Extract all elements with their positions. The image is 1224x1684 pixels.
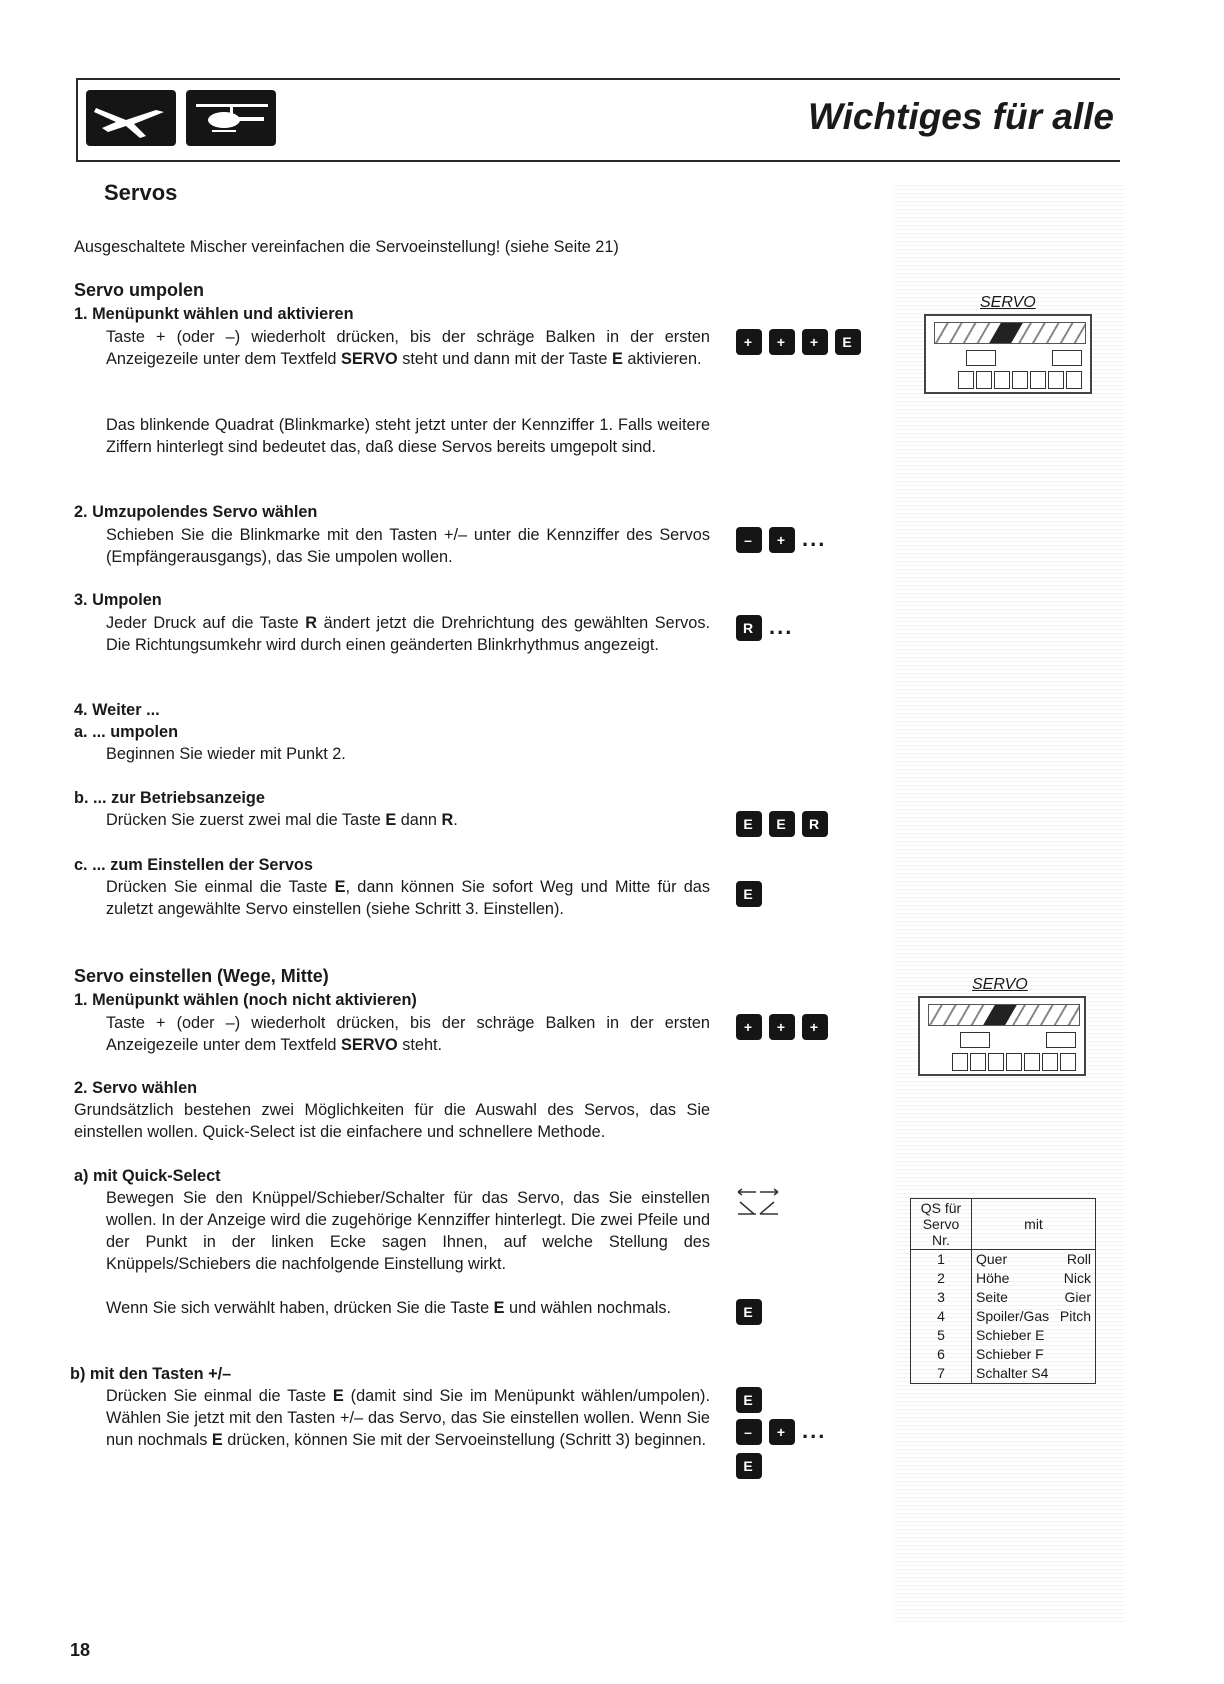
keys-plus-plus-plus-e bbox=[736, 328, 868, 355]
ellipsis: ... bbox=[802, 1418, 827, 1443]
keys-e bbox=[736, 880, 769, 907]
control-name: Schalter S4 bbox=[976, 1365, 1049, 1381]
heli-control-name: Pitch bbox=[1059, 1308, 1091, 1324]
servo-lcd-display bbox=[924, 314, 1092, 394]
minus-key-icon: – bbox=[736, 1419, 762, 1445]
table-row bbox=[911, 1326, 1096, 1345]
servo-nr: 6 bbox=[911, 1345, 972, 1364]
r-key-icon: R bbox=[802, 811, 828, 837]
keys-e-e-r bbox=[736, 810, 835, 837]
ellipsis: ... bbox=[802, 526, 827, 551]
umpolen-a-text: Beginnen Sie wieder mit Punkt 2. bbox=[106, 745, 346, 763]
einstellen-step2-title: 2. Servo wählen bbox=[74, 1079, 198, 1097]
plus-key-icon: + bbox=[769, 1419, 795, 1445]
umpolen-step2-title: 2. Umzupolendes Servo wählen bbox=[74, 503, 318, 521]
heli-control-name: Roll bbox=[1066, 1251, 1091, 1267]
airplane-icon bbox=[86, 90, 176, 146]
plus-key-icon: + bbox=[736, 1014, 762, 1040]
control-name: Schieber E bbox=[976, 1327, 1045, 1343]
umpolen-step3-title: 3. Umpolen bbox=[74, 591, 162, 609]
einstellen-step1-text: Taste + (oder –) wiederholt drücken, bis der schräge Balken in der ersten Anzeigezeile unter dem Textfeld SERVO steht. bbox=[106, 1014, 710, 1054]
servo-nr: 2 bbox=[911, 1269, 972, 1288]
lcd-caption: SERVO bbox=[972, 976, 1028, 993]
control-name: Seite bbox=[976, 1289, 1008, 1305]
servo-lcd-display bbox=[918, 996, 1086, 1076]
einstellen-step1-title: 1. Menüpunkt wählen (noch nicht aktivieren) bbox=[74, 991, 417, 1009]
page-number: 18 bbox=[70, 1640, 91, 1660]
keys-e bbox=[736, 1452, 769, 1479]
plus-key-icon: + bbox=[769, 527, 795, 553]
helicopter-icon bbox=[186, 90, 276, 146]
e-key-icon: E bbox=[769, 811, 795, 837]
quickselect-table bbox=[910, 1198, 1096, 1384]
servo-nr: 7 bbox=[911, 1364, 972, 1384]
umpolen-c-text: Drücken Sie einmal die Taste E, dann können Sie sofort Weg und Mitte für das zuletzt angewählte Servo einstellen (siehe Schritt 3. Einstellen). bbox=[106, 878, 710, 918]
plus-key-icon: + bbox=[802, 329, 828, 355]
keys-r bbox=[736, 614, 793, 641]
r-key-icon: R bbox=[736, 615, 762, 641]
table-row bbox=[911, 1364, 1096, 1384]
umpolen-a-title: a. ... umpolen bbox=[74, 723, 179, 741]
stick-arrows-icon bbox=[736, 1188, 780, 1225]
umpolen-step3-text: Jeder Druck auf die Taste R ändert jetzt die Drehrichtung des gewählten Servos. Die Richtungsumkehr wird durch einen geänderten Blinkrhythmus angezeigt. bbox=[106, 614, 710, 654]
heli-control-name: Nick bbox=[1063, 1270, 1091, 1286]
plus-key-icon: + bbox=[802, 1014, 828, 1040]
heli-control-name bbox=[1055, 1364, 1096, 1384]
table-row bbox=[911, 1288, 1096, 1307]
heli-control-name bbox=[1055, 1326, 1096, 1345]
tasten-text: Drücken Sie einmal die Taste E (damit sind Sie im Menüpunkt wählen/umpolen). Wählen Sie jetzt mit den Tasten +/– das Servo, das Sie einstellen wollen. Wenn Sie nun nochmals E drücken, können Sie mit der Servoeinstellung (Schritt 3) beginnen. bbox=[106, 1387, 710, 1449]
e-key-icon: E bbox=[736, 1453, 762, 1479]
ellipsis: ... bbox=[769, 614, 794, 639]
umpolen-heading: Servo umpolen bbox=[74, 280, 205, 300]
header-rule-top bbox=[76, 78, 1120, 80]
umpolen-step4-title: 4. Weiter ... bbox=[74, 701, 160, 719]
keys-plus-plus-plus bbox=[736, 1013, 835, 1040]
umpolen-step1-note: Das blinkende Quadrat (Blinkmarke) steht jetzt unter der Kennziffer 1. Falls weitere Ziffern hinterlegt sind bedeutet das, daß diese Servos bereits umgepolt sind. bbox=[106, 416, 710, 456]
keys-minus-plus bbox=[736, 1418, 826, 1445]
einstellen-step2-text: Grundsätzlich bestehen zwei Möglichkeiten für die Auswahl des Servos, das Sie einstellen wollen. Quick-Select ist die einfachere und schnellere Methode. bbox=[74, 1101, 710, 1141]
keys-e bbox=[736, 1386, 769, 1413]
heli-control-name bbox=[1055, 1345, 1096, 1364]
header-rule-bottom bbox=[76, 160, 1120, 162]
e-key-icon: E bbox=[736, 881, 762, 907]
servo-nr: 4 bbox=[911, 1307, 972, 1326]
tasten-title: b) mit den Tasten +/– bbox=[70, 1365, 232, 1383]
keys-minus-plus bbox=[736, 526, 826, 553]
umpolen-b-text: Drücken Sie zuerst zwei mal die Taste E dann R. bbox=[106, 811, 458, 829]
table-row bbox=[911, 1307, 1096, 1326]
umpolen-step1-title: 1. Menüpunkt wählen und aktivieren bbox=[74, 305, 354, 323]
quickselect-text: Bewegen Sie den Knüppel/Schieber/Schalter für das Servo, das Sie einstellen wollen. In der Anzeige wird die zugehörige Kennziffer hinterlegt. Die zwei Pfeile und der Punkt in der linken Ecke sagen Ihnen, auf welche Stellung des Knüppels/Schiebers die nachfolgende Einstellung wirkt. bbox=[106, 1189, 710, 1273]
minus-key-icon: – bbox=[736, 527, 762, 553]
control-name: Schieber F bbox=[976, 1346, 1044, 1362]
quickselect-title: a) mit Quick-Select bbox=[74, 1167, 221, 1185]
e-key-icon: E bbox=[835, 329, 861, 355]
keys-e bbox=[736, 1298, 769, 1325]
e-key-icon: E bbox=[736, 1299, 762, 1325]
einstellen-heading: Servo einstellen (Wege, Mitte) bbox=[74, 966, 329, 986]
servo-nr: 1 bbox=[911, 1250, 972, 1270]
plus-key-icon: + bbox=[769, 1014, 795, 1040]
e-key-icon: E bbox=[736, 1387, 762, 1413]
lcd-caption: SERVO bbox=[980, 294, 1036, 311]
control-name: Quer bbox=[976, 1251, 1008, 1267]
servo-nr: 3 bbox=[911, 1288, 972, 1307]
heli-control-name: Gier bbox=[1064, 1289, 1091, 1305]
umpolen-step2-text: Schieben Sie die Blinkmarke mit den Tasten +/– unter die Kennziffer des Servos (Empfängerausgangs), das Sie umpolen wollen. bbox=[106, 526, 710, 566]
plus-key-icon: + bbox=[769, 329, 795, 355]
control-name: Höhe bbox=[976, 1270, 1010, 1286]
quickselect-note: Wenn Sie sich verwählt haben, drücken Sie die Taste E und wählen nochmals. bbox=[106, 1299, 672, 1317]
table-header-servo: QS für Servo Nr. bbox=[911, 1199, 972, 1250]
table-row bbox=[911, 1269, 1096, 1288]
section-title: Servos bbox=[104, 180, 178, 205]
umpolen-b-title: b. ... zur Betriebsanzeige bbox=[74, 789, 265, 807]
e-key-icon: E bbox=[736, 811, 762, 837]
table-row bbox=[911, 1250, 1096, 1270]
header-rule-left bbox=[76, 80, 78, 160]
page-title: Wichtiges für alle bbox=[807, 96, 1114, 137]
sidebar-texture bbox=[895, 185, 1125, 1625]
intro-text: Ausgeschaltete Mischer vereinfachen die Servoeinstellung! (siehe Seite 21) bbox=[74, 238, 619, 256]
control-name: Spoiler/Gas bbox=[976, 1308, 1050, 1324]
table-header-mit: mit bbox=[1024, 1215, 1043, 1232]
umpolen-c-title: c. ... zum Einstellen der Servos bbox=[74, 856, 313, 874]
servo-nr: 5 bbox=[911, 1326, 972, 1345]
table-row bbox=[911, 1345, 1096, 1364]
plus-key-icon: + bbox=[736, 329, 762, 355]
umpolen-step1-text: Taste + (oder –) wiederholt drücken, bis der schräge Balken in der ersten Anzeigezeile unter dem Textfeld SERVO steht und dann mit der Taste E aktivieren. bbox=[106, 328, 710, 368]
